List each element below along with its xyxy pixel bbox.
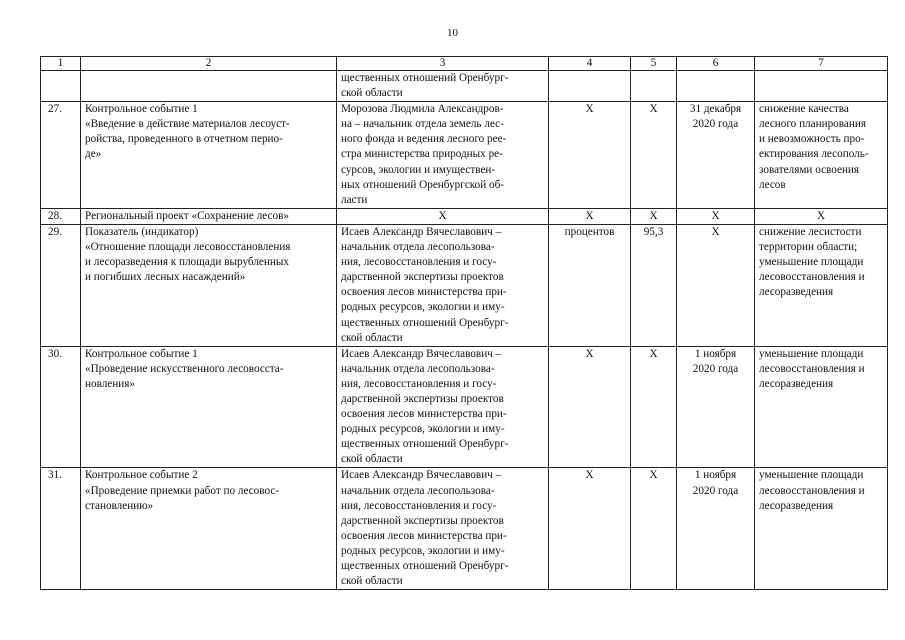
cell-line: уменьшение площади: [759, 256, 864, 269]
cell-line: ных отношений Оренбургской об-: [341, 178, 505, 191]
column-header: 6: [677, 57, 755, 71]
cell-line: 2020 года: [692, 484, 739, 497]
cell-line: зователями освоения: [759, 163, 860, 176]
cell-line: снижение лесистости: [759, 225, 862, 238]
row-number-cell: 28.: [41, 208, 81, 224]
cell-line: родных ресурсов, экологии и иму-: [341, 544, 505, 557]
cell-line: и лесоразведения к площади вырубленных: [85, 256, 289, 269]
responsible-cell: [337, 71, 549, 102]
cell-line: новления»: [85, 377, 135, 390]
cell-line: ройства, проведенного в отчетном перио-: [85, 133, 283, 146]
risk-cell: [755, 224, 888, 346]
table-row: [41, 208, 888, 224]
cell-line: Исаев Александр Вячеславович –: [341, 347, 502, 360]
cell-line: родных ресурсов, экологии и иму-: [341, 301, 505, 314]
deadline-cell: [677, 224, 755, 346]
cell-line: лесоразведения: [759, 286, 834, 299]
value-cell: Х: [631, 102, 677, 209]
column-header: 7: [755, 57, 888, 71]
cell-line: уменьшение площади: [759, 347, 864, 360]
column-header: 5: [631, 57, 677, 71]
risk-cell: [755, 208, 888, 224]
cell-line: ния, лесовосстановления и госу-: [341, 256, 497, 269]
cell-line: ской области: [341, 575, 403, 588]
cell-line: Контрольное событие 1: [85, 347, 198, 360]
deadline-cell: [677, 468, 755, 590]
value-cell: [631, 71, 677, 102]
cell-line: дарственной экспертизы проектов: [341, 392, 504, 405]
cell-line: уменьшение площади: [759, 469, 864, 482]
value-cell: Х: [631, 208, 677, 224]
deadline-cell: [677, 346, 755, 468]
cell-line: лесного планирования: [759, 118, 866, 131]
cell-line: Х: [816, 209, 826, 222]
cell-line: родных ресурсов, экологии и иму-: [341, 423, 505, 436]
cell-line: ния, лесовосстановления и госу-: [341, 499, 497, 512]
cell-line: лесоразведения: [759, 499, 834, 512]
cell-line: и невозможность про-: [759, 133, 865, 146]
cell-line: сурсов, экологии и имуществен-: [341, 163, 496, 176]
header-row: [41, 57, 888, 71]
cell-line: Контрольное событие 2: [85, 469, 198, 482]
cell-line: освоения лесов министерства при-: [341, 408, 507, 421]
cell-line: Контрольное событие 1: [85, 103, 198, 116]
cell-line: «Отношение площади лесовосстановления: [85, 241, 291, 254]
value-cell: Х: [631, 468, 677, 590]
risk-cell: [755, 102, 888, 209]
cell-line: 1 ноября: [694, 469, 737, 482]
unit-cell: [549, 71, 631, 102]
deadline-cell: [677, 102, 755, 209]
cell-line: ской области: [341, 453, 403, 466]
column-header: 1: [41, 57, 81, 71]
cell-line: и погибших лесных насаждений»: [85, 271, 246, 284]
unit-cell: Х: [549, 468, 631, 590]
deadline-cell: [677, 208, 755, 224]
cell-line: Исаев Александр Вячеславович –: [341, 469, 502, 482]
cell-line: ния, лесовосстановления и госу-: [341, 377, 497, 390]
cell-line: лесовосстановления и: [759, 362, 865, 375]
plan-table: [40, 56, 888, 590]
row-number-cell: 30.: [41, 346, 81, 468]
cell-line: Морозова Людмила Александров-: [341, 103, 504, 116]
cell-line: ектирования лесополь-: [759, 148, 869, 161]
cell-line: стра министерства природных ре-: [341, 148, 503, 161]
cell-line: лесов: [759, 178, 786, 191]
cell-line: начальник отдела лесопользова-: [341, 241, 495, 254]
cell-line: щественных отношений Оренбург-: [341, 438, 509, 451]
cell-line: лесоразведения: [759, 377, 834, 390]
event-name-cell: [81, 468, 337, 590]
event-name-cell: [81, 224, 337, 346]
cell-line: 31 декабря: [689, 103, 742, 116]
cell-line: ской области: [341, 87, 403, 100]
cell-line: ской области: [341, 331, 403, 344]
responsible-cell: [337, 208, 549, 224]
cell-line: Региональный проект «Сохранение лесов»: [85, 209, 289, 222]
cell-line: де»: [85, 148, 102, 161]
unit-cell: Х: [549, 346, 631, 468]
cell-line: щественных отношений Оренбург-: [341, 316, 509, 329]
deadline-cell: [677, 71, 755, 102]
table-row: [41, 224, 888, 346]
cell-line: на – начальник отдела земель лес-: [341, 118, 504, 131]
row-number-cell: 27.: [41, 102, 81, 209]
cell-line: освоения лесов министерства при-: [341, 286, 507, 299]
row-number-cell: [41, 71, 81, 102]
risk-cell: [755, 346, 888, 468]
event-name-cell: [81, 346, 337, 468]
cell-line: щественных отношений Оренбург-: [341, 72, 509, 84]
responsible-cell: [337, 468, 549, 590]
event-name-cell: [81, 208, 337, 224]
cell-line: дарственной экспертизы проектов: [341, 514, 504, 527]
cell-line: Показатель (индикатор): [85, 225, 199, 238]
cell-line: 2020 года: [692, 362, 739, 375]
cell-line: «Проведение приемки работ по лесовос-: [85, 484, 280, 497]
cell-line: начальник отдела лесопользова-: [341, 484, 495, 497]
event-name-cell: [81, 102, 337, 209]
cell-line: ного фонда и ведения лесного рее-: [341, 133, 507, 146]
value-cell: 95,3: [631, 224, 677, 346]
table-row: [41, 71, 888, 102]
unit-cell: Х: [549, 102, 631, 209]
column-header: 2: [81, 57, 337, 71]
cell-line: щественных отношений Оренбург-: [341, 560, 509, 572]
cell-line: Х: [438, 209, 447, 222]
risk-cell: [755, 71, 888, 102]
cell-line: лесовосстановления и: [759, 271, 865, 284]
table-row: [41, 346, 888, 468]
cell-line: Х: [711, 209, 720, 222]
row-number-cell: 29.: [41, 224, 81, 346]
risk-cell: [755, 468, 888, 590]
column-header: 3: [337, 57, 549, 71]
column-header: 4: [549, 57, 631, 71]
cell-line: «Проведение искусственного лесовосста-: [85, 362, 284, 375]
cell-line: лесовосстановления и: [759, 484, 865, 497]
cell-line: Исаев Александр Вячеславович –: [341, 225, 502, 238]
event-name-cell: [81, 71, 337, 102]
responsible-cell: [337, 102, 549, 209]
page-number: 10: [447, 27, 458, 39]
cell-line: становлению»: [85, 499, 154, 512]
row-number-cell: 31.: [41, 468, 81, 590]
table-row: [41, 102, 888, 209]
value-cell: Х: [631, 346, 677, 468]
cell-line: дарственной экспертизы проектов: [341, 271, 504, 284]
unit-cell: Х: [549, 208, 631, 224]
table-row: [41, 468, 888, 590]
cell-line: начальник отдела лесопользова-: [341, 362, 495, 375]
cell-line: территории области;: [759, 241, 858, 254]
cell-line: Х: [711, 225, 720, 238]
cell-line: освоения лесов министерства при-: [341, 529, 507, 542]
responsible-cell: [337, 346, 549, 468]
cell-line: 1 ноября: [694, 347, 737, 360]
unit-cell: процентов: [549, 224, 631, 346]
cell-line: «Введение в действие материалов лесоуст-: [85, 118, 290, 131]
cell-line: ласти: [341, 193, 368, 206]
cell-line: 2020 года: [692, 118, 739, 131]
responsible-cell: [337, 224, 549, 346]
cell-line: снижение качества: [759, 103, 849, 116]
